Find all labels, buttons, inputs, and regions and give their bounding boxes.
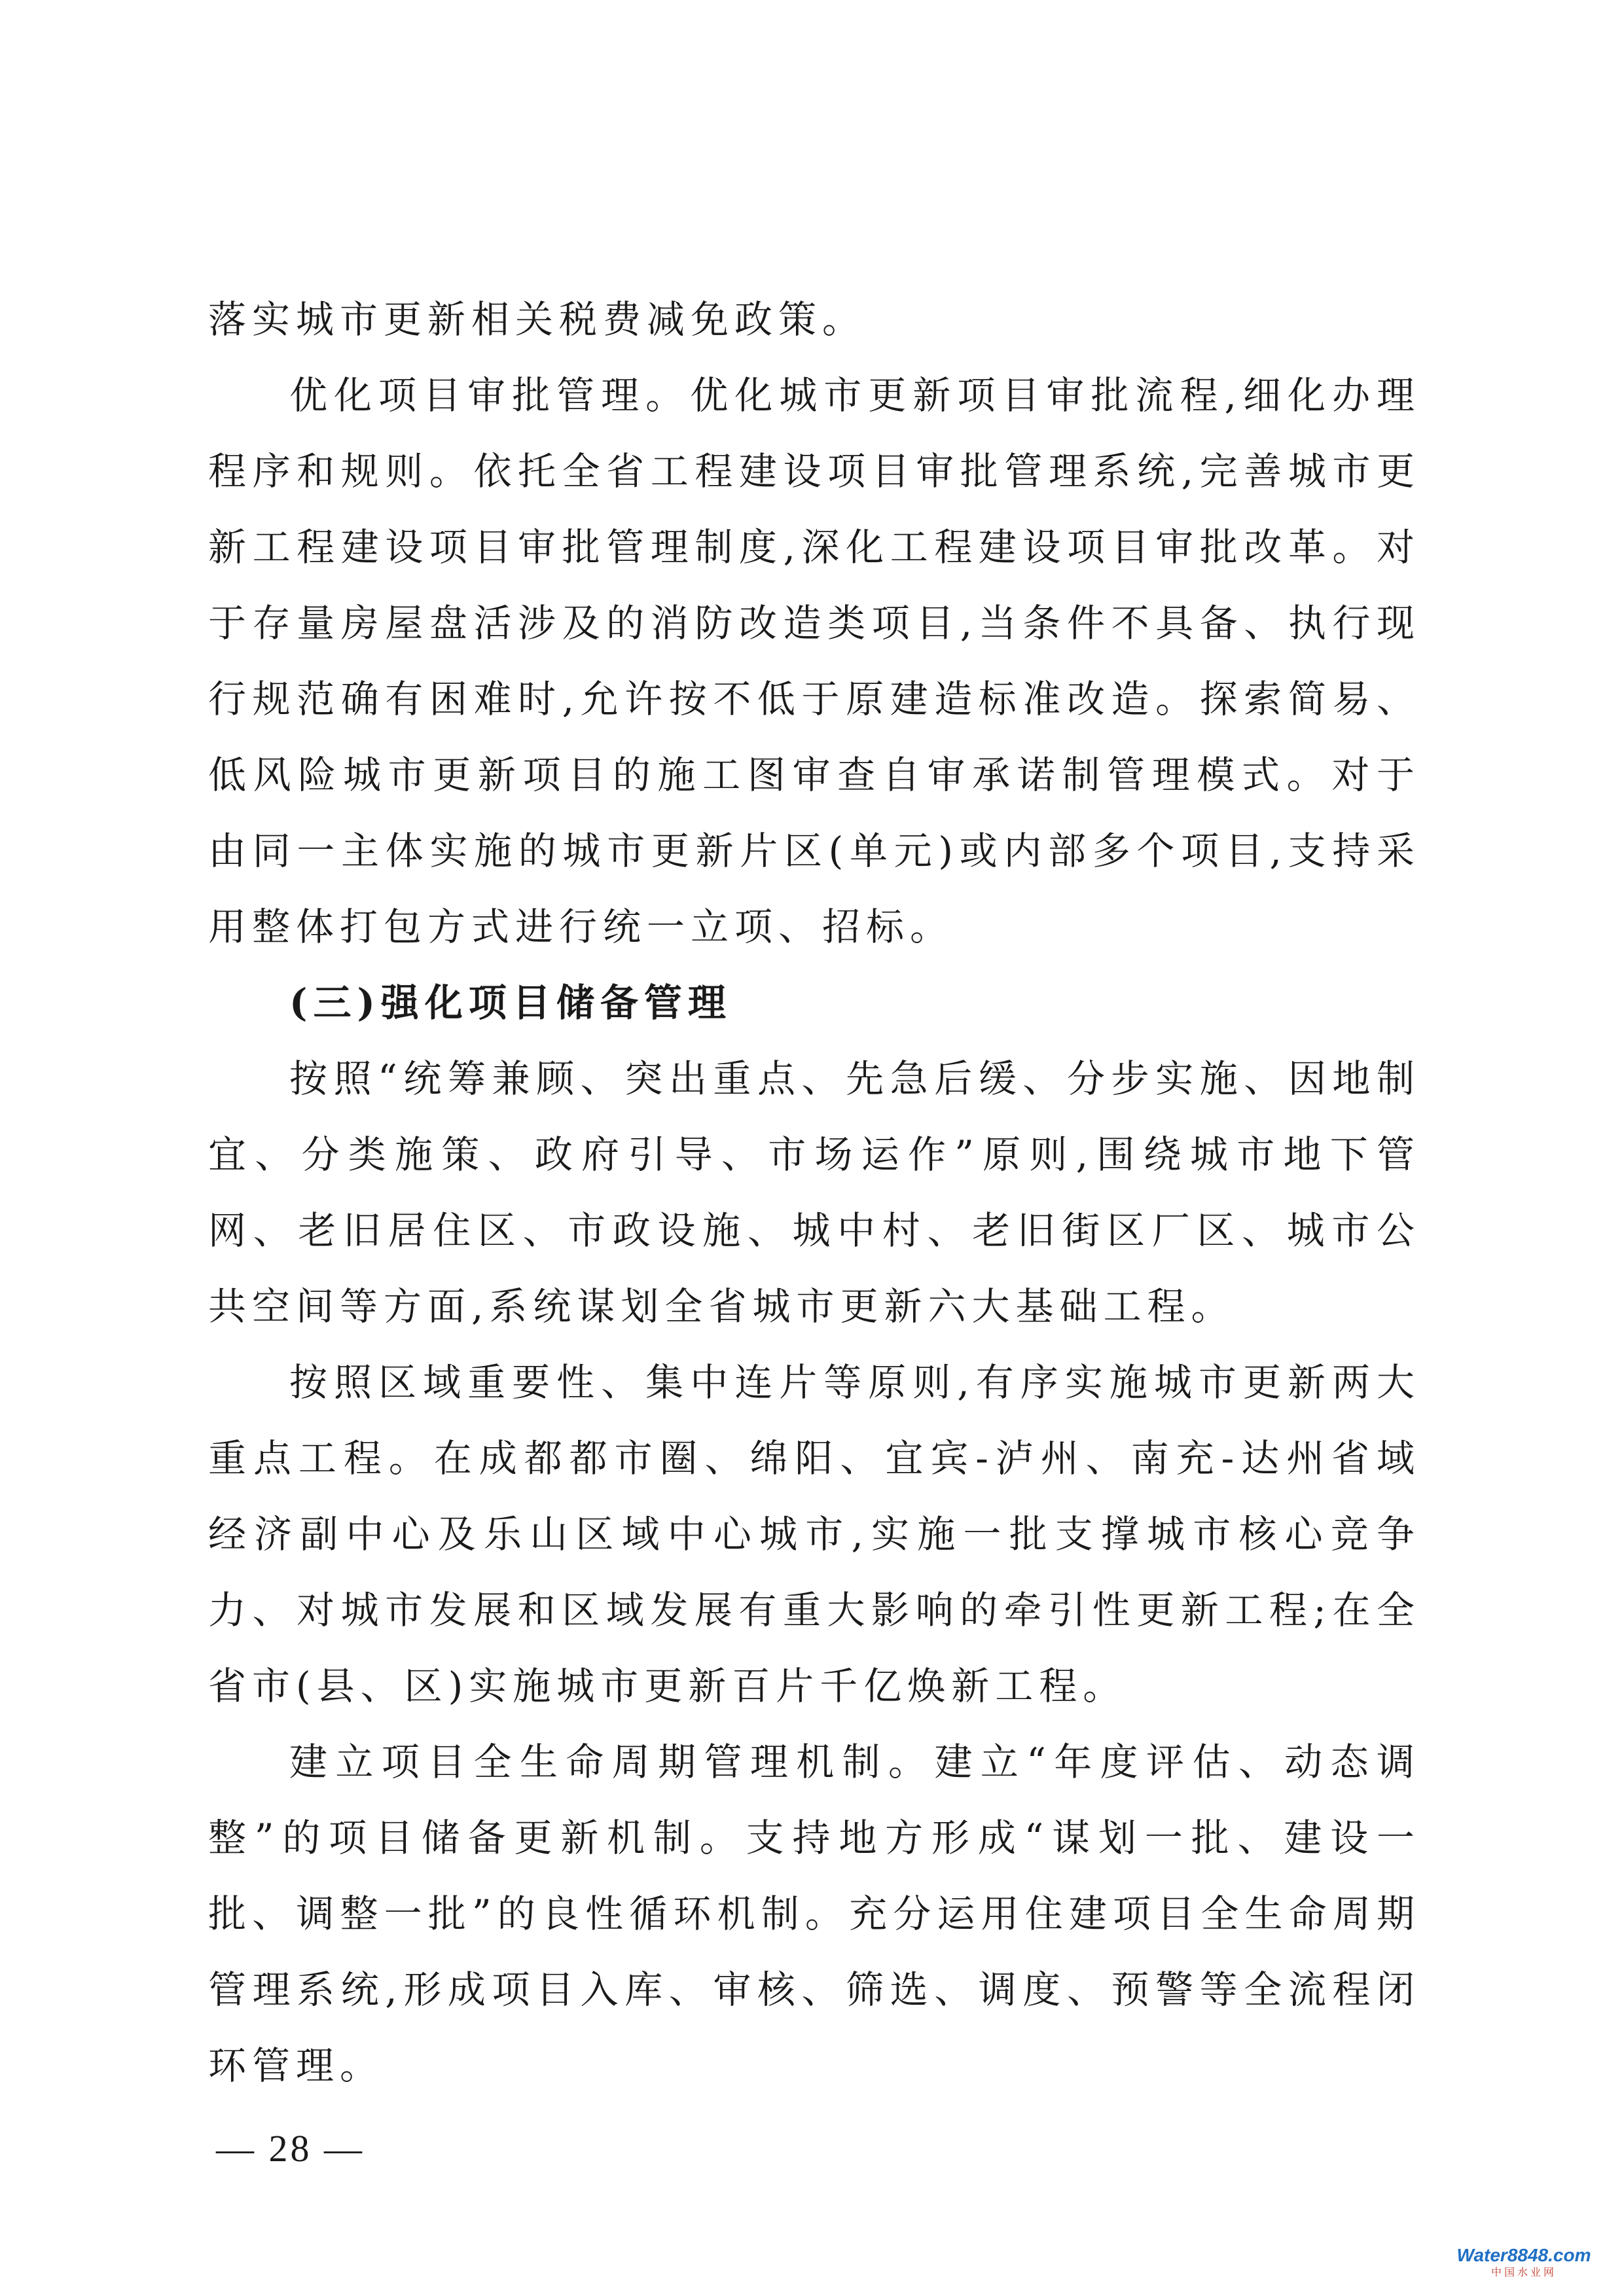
paragraph-lifecycle-management: 建立项目全生命周期管理机制。建立“年度评估、动态调整”的项目储备更新机制。支持地方形成“谋划一批、建设一批、调整一批”的良性循环机制。充分运用住建项目全生命周期管理系统,形成项目入库、审核、筛选、调度、预警等全流程闭环管理。 xyxy=(208,1740,1420,2088)
paragraph-approval-management: 优化项目审批管理。优化城市更新项目审批流程,细化办理程序和规则。依托全省工程建设项目审批管理系统,完善城市更新工程建设项目审批管理制度,深化工程建设项目审批改革。对于存量房屋盘活涉及的消防改造类项目,当条件不具备、执行现行规范确有困难时,允许按不低于原建造标准改造。探索简易、低风险城市更新项目的施工图审查自审承诺制管理模式。对于由同一主体实施的城市更新片区(单元)或内部多个项目,支持采用整体打包方式进行统一立项、招标。 xyxy=(208,373,1420,949)
paragraph-two-key-projects: 按照区域重要性、集中连片等原则,有序实施城市更新两大重点工程。在成都都市圈、绵阳、宜宾-泸州、南充-达州省域经济副中心及乐山区域中心城市,实施一批支撑城市核心竞争力、对城市发展和区域发展有重大影响的牵引性更新工程;在全省市(县、区)实施城市更新百片千亿焕新工程。 xyxy=(208,1360,1420,1708)
paragraph-tax-relief: 落实城市更新相关税费减免政策。 xyxy=(208,297,867,342)
page-number: — 28 — xyxy=(216,2127,365,2170)
watermark-logo-subtext: 中国水业网 xyxy=(1490,2267,1557,2278)
section-heading-project-reserve: (三)强化项目储备管理 xyxy=(289,980,732,1025)
paragraph-six-basic-projects: 按照“统筹兼顾、突出重点、先急后缓、分步实施、因地制宜、分类施策、政府引导、市场运作”原则,围绕城市地下管网、老旧居住区、市政设施、城中村、老旧街区厂区、城市公共空间等方面,系统谋划全省城市更新六大基础工程。 xyxy=(208,1056,1420,1329)
document-body xyxy=(208,281,1420,2104)
watermark-logo xyxy=(1449,2245,1599,2286)
watermark-logo-text: Water8848.com xyxy=(1456,2245,1591,2265)
